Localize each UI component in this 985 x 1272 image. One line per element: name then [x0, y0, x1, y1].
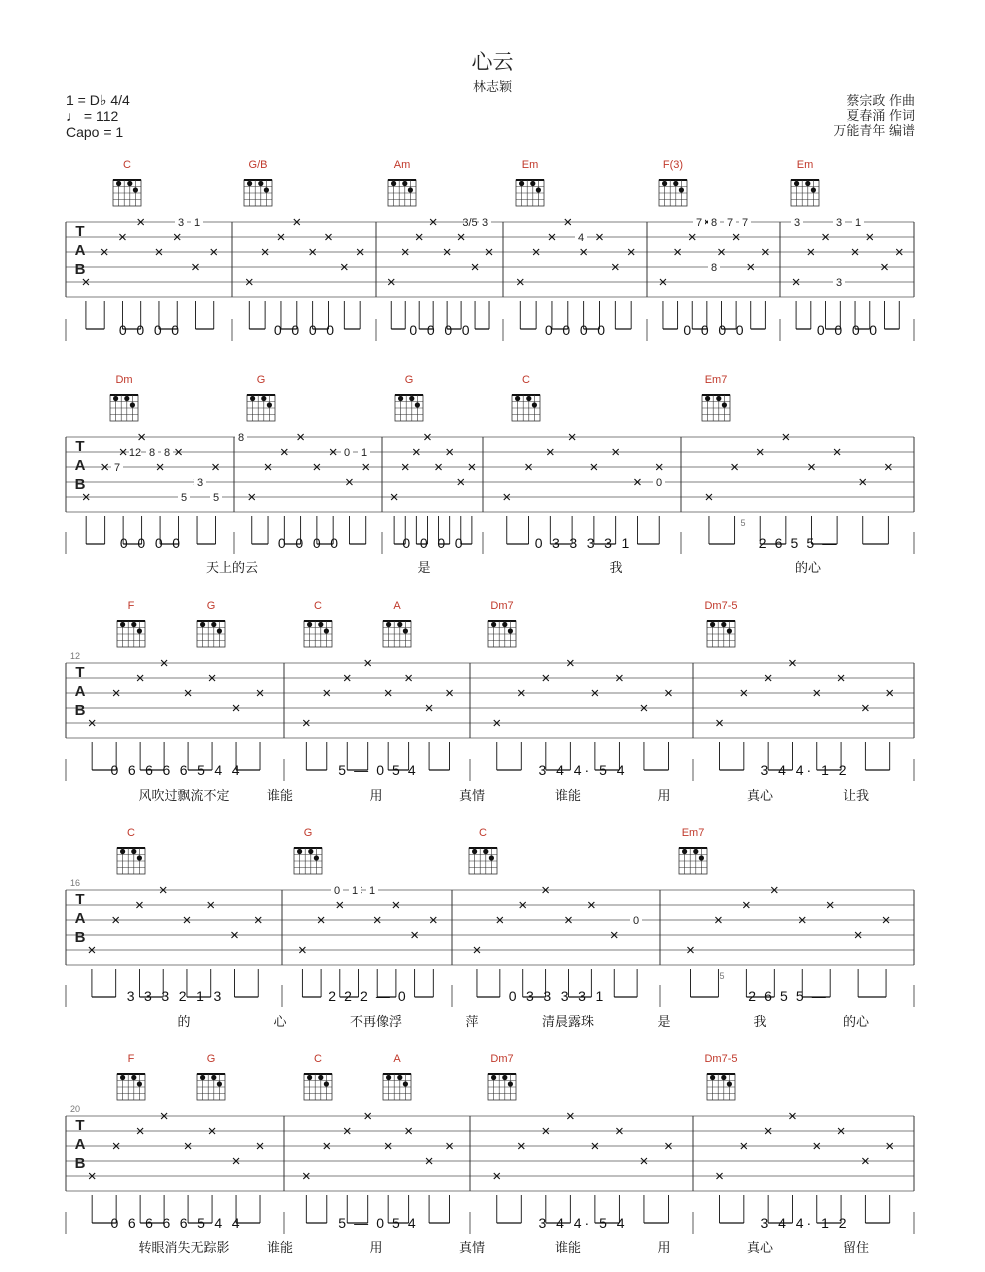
tab-number: 1 [368, 885, 376, 897]
jianpu-measure: 3 3 3 2 1 3 [126, 988, 222, 1004]
chord-diagram [247, 395, 275, 421]
lyric: 的心 [794, 561, 822, 576]
song-artist: 林志颖 [472, 79, 512, 94]
tab-number: 0 [333, 885, 341, 897]
chord-diagram [707, 621, 735, 647]
chord-name: C [522, 374, 530, 386]
lyric: 的 [177, 1015, 191, 1030]
chord-name: Em7 [681, 827, 705, 839]
tab-number: 3/5 [462, 217, 478, 229]
lyric: 真情 [458, 1241, 486, 1256]
chord-diagram [304, 621, 332, 647]
lyric: 是 [657, 1015, 671, 1030]
chord-name: G [256, 374, 266, 386]
chord-name: Dm7-5 [704, 1053, 738, 1065]
chord-diagram [197, 1074, 225, 1100]
chord-diagram [244, 180, 272, 206]
chord-name: F [127, 1053, 135, 1065]
lyricist-credit: 夏春涌 作词 [846, 108, 915, 123]
tab-number: 3 [835, 217, 843, 229]
jianpu-measure: 0 0 0 0 [277, 535, 339, 551]
tab-number: 7 [695, 217, 703, 229]
tab-number: 0 [343, 447, 351, 459]
lyric: 谁能 [554, 789, 582, 804]
jianpu-measure: 3 4 4· 5 4 [538, 1215, 625, 1231]
chord-diagram [488, 1074, 516, 1100]
jianpu-measure: 0 0 0 0 [119, 535, 181, 551]
tab-number: 0 [632, 915, 640, 927]
jianpu-measure: 3 4 4· 5 4 [538, 762, 625, 778]
tab-clef-letter: T [75, 664, 85, 681]
grace-note: 5 [719, 971, 725, 981]
lyric: 我 [753, 1015, 767, 1030]
chord-diagram [469, 848, 497, 874]
chord-diagram [110, 395, 138, 421]
arranger-credit: 万能青年 编谱 [833, 123, 915, 138]
tab-number: 3 [177, 217, 185, 229]
jianpu-measure: 0 0 0 0 [118, 322, 180, 338]
chord-name: Em [796, 159, 814, 171]
tab-clef-letter: B [74, 702, 86, 719]
capo-marking: Capo = 1 [66, 124, 124, 140]
lyric: 真心 [746, 789, 774, 804]
chord-diagram [659, 180, 687, 206]
chord-name: C [127, 827, 135, 839]
jianpu-measure: 3 4 4· 1 2 [760, 762, 847, 778]
jianpu-measure: 0 0 0 0 [273, 322, 335, 338]
jianpu-measure: 2 6 5 5 — [748, 988, 826, 1004]
tab-clef-letter: A [74, 1136, 86, 1153]
chord-diagram [512, 395, 540, 421]
chord-diagram [791, 180, 819, 206]
tab-number: 7 [726, 217, 734, 229]
chord-diagram [117, 1074, 145, 1100]
tab-number: 3 [196, 477, 204, 489]
tab-number: 8 [237, 432, 245, 444]
jianpu-measure: 0 0 0 0 [409, 322, 470, 338]
chord-diagram [113, 180, 141, 206]
tab-clef-letter: T [75, 1117, 85, 1134]
tab-number: 1 [351, 885, 359, 897]
tab-clef-letter: A [74, 242, 86, 259]
tab-clef-letter: B [74, 1155, 86, 1172]
lyric: 让我 [842, 789, 870, 804]
lyric: 是 [417, 561, 431, 576]
chord-name: Em [521, 159, 539, 171]
tempo-marking: ♩ = 112 [66, 108, 119, 124]
tab-clef-letter: A [74, 910, 86, 927]
chord-diagram [304, 1074, 332, 1100]
jianpu-measure: 0 0 0 0 [816, 322, 878, 338]
tab-clef-letter: T [75, 438, 85, 455]
tab-clef-letter: B [74, 476, 86, 493]
chord-name: G/B [248, 159, 268, 171]
lyric: 天上的云 [205, 561, 259, 576]
tab-number: 5 [212, 492, 220, 504]
chord-diagram [383, 621, 411, 647]
lyric: 心 [273, 1015, 287, 1030]
lyric: 不再像浮 [349, 1015, 403, 1030]
jianpu-measure: 5 — 0 5 4 [338, 762, 416, 778]
lyric: 谁能 [266, 789, 294, 804]
chord-name: C [479, 827, 487, 839]
lyric: 真心 [746, 1241, 774, 1256]
tab-number: 12 [128, 447, 142, 459]
jianpu-measure: 0 3 3 3 3 1 [508, 988, 604, 1004]
tab-clef-letter: B [74, 929, 86, 946]
tab-clef-letter: T [75, 891, 85, 908]
jianpu-measure: 2 6 5 5 — [758, 535, 837, 551]
lyric: 谁能 [266, 1241, 294, 1256]
chord-name: A [393, 600, 401, 612]
lyric: 我 [609, 561, 623, 576]
chord-diagram [294, 848, 322, 874]
lyric: 风吹过飘流不定 [138, 789, 230, 804]
chord-name: Dm7 [490, 1053, 514, 1065]
key-signature: 1 = D♭ 4/4 [66, 92, 130, 108]
grace-note: 5 [740, 518, 746, 528]
chord-diagram [395, 395, 423, 421]
chord-name: Am [393, 159, 411, 171]
tab-clef-letter: A [74, 683, 86, 700]
lyric: 用 [369, 1241, 383, 1256]
tab-clef-letter: B [74, 261, 86, 278]
tab-number: 3 [793, 217, 801, 229]
lyric: 萍 [465, 1015, 479, 1030]
composer-credit: 蔡宗政 作曲 [846, 93, 915, 108]
jianpu-measure: 0 3 3 3 3 1 [534, 535, 630, 551]
lyric: 转眼消失无踪影 [138, 1241, 230, 1256]
tab-number: 0 [655, 477, 663, 489]
tab-number: 8 [148, 447, 156, 459]
chord-name: F [127, 600, 135, 612]
chord-name: G [206, 600, 216, 612]
tab-number: 3 [481, 217, 489, 229]
chord-name: G [404, 374, 414, 386]
measure-number: 20 [70, 1104, 81, 1114]
lyric: 真情 [458, 789, 486, 804]
chord-name: Dm7 [490, 600, 514, 612]
jianpu-measure: 3 4 4· 1 2 [760, 1215, 847, 1231]
chord-diagram [197, 621, 225, 647]
tab-clef-letter: T [75, 223, 85, 240]
chord-name: C [123, 159, 131, 171]
chord-name: Dm7-5 [704, 600, 738, 612]
chord-name: C [314, 600, 322, 612]
chord-name: Em7 [704, 374, 728, 386]
lyric: 用 [369, 789, 383, 804]
lyric: 用 [657, 789, 671, 804]
chord-name: A [393, 1053, 401, 1065]
lyric: 用 [657, 1241, 671, 1256]
chord-diagram [117, 848, 145, 874]
chord-diagram [679, 848, 707, 874]
tab-number: 1 [360, 447, 368, 459]
jianpu-measure: 2 2 2 — 0 [328, 988, 406, 1004]
jianpu-measure: 5 — 0 5 4 [338, 1215, 416, 1231]
chord-name: C [314, 1053, 322, 1065]
chord-name: G [206, 1053, 216, 1065]
chord-diagram [117, 621, 145, 647]
tab-number: 3 [835, 277, 843, 289]
lyric: 谁能 [554, 1241, 582, 1256]
chord-name: F(3) [662, 159, 684, 171]
chord-diagram [388, 180, 416, 206]
lyric: 留住 [842, 1241, 870, 1256]
chord-diagram [702, 395, 730, 421]
tab-number: 1 [854, 217, 862, 229]
jianpu-measure: 0 0 0 0 [544, 322, 606, 338]
chord-diagram [383, 1074, 411, 1100]
jianpu-measure: 0 0 0 0 [683, 322, 744, 338]
song-title: 心云 [471, 51, 514, 74]
jianpu-measure: 0 0 0 0 [402, 535, 463, 551]
lyric: 的心 [842, 1015, 870, 1030]
measure-number: 12 [70, 651, 81, 661]
tab-number: 8 [710, 262, 718, 274]
chord-diagram [707, 1074, 735, 1100]
tab-number: 4 [577, 232, 585, 244]
jianpu-measure: 0 6 6 6 6 5 4 4 [110, 1215, 240, 1231]
measure-number: 16 [70, 878, 81, 888]
tab-number: 7 [741, 217, 749, 229]
chord-diagram [488, 621, 516, 647]
lyric: 清晨露珠 [541, 1015, 595, 1030]
tab-number: 5 [180, 492, 188, 504]
tab-number: 8 [710, 217, 718, 229]
chord-name: G [303, 827, 313, 839]
chord-name: Dm [115, 374, 133, 386]
tab-number: 7 [113, 462, 121, 474]
tab-clef-letter: A [74, 457, 86, 474]
jianpu-measure: 0 6 6 6 6 5 4 4 [110, 762, 240, 778]
chord-diagram [516, 180, 544, 206]
tab-number: 8 [163, 447, 171, 459]
tab-number: 1 [193, 217, 201, 229]
